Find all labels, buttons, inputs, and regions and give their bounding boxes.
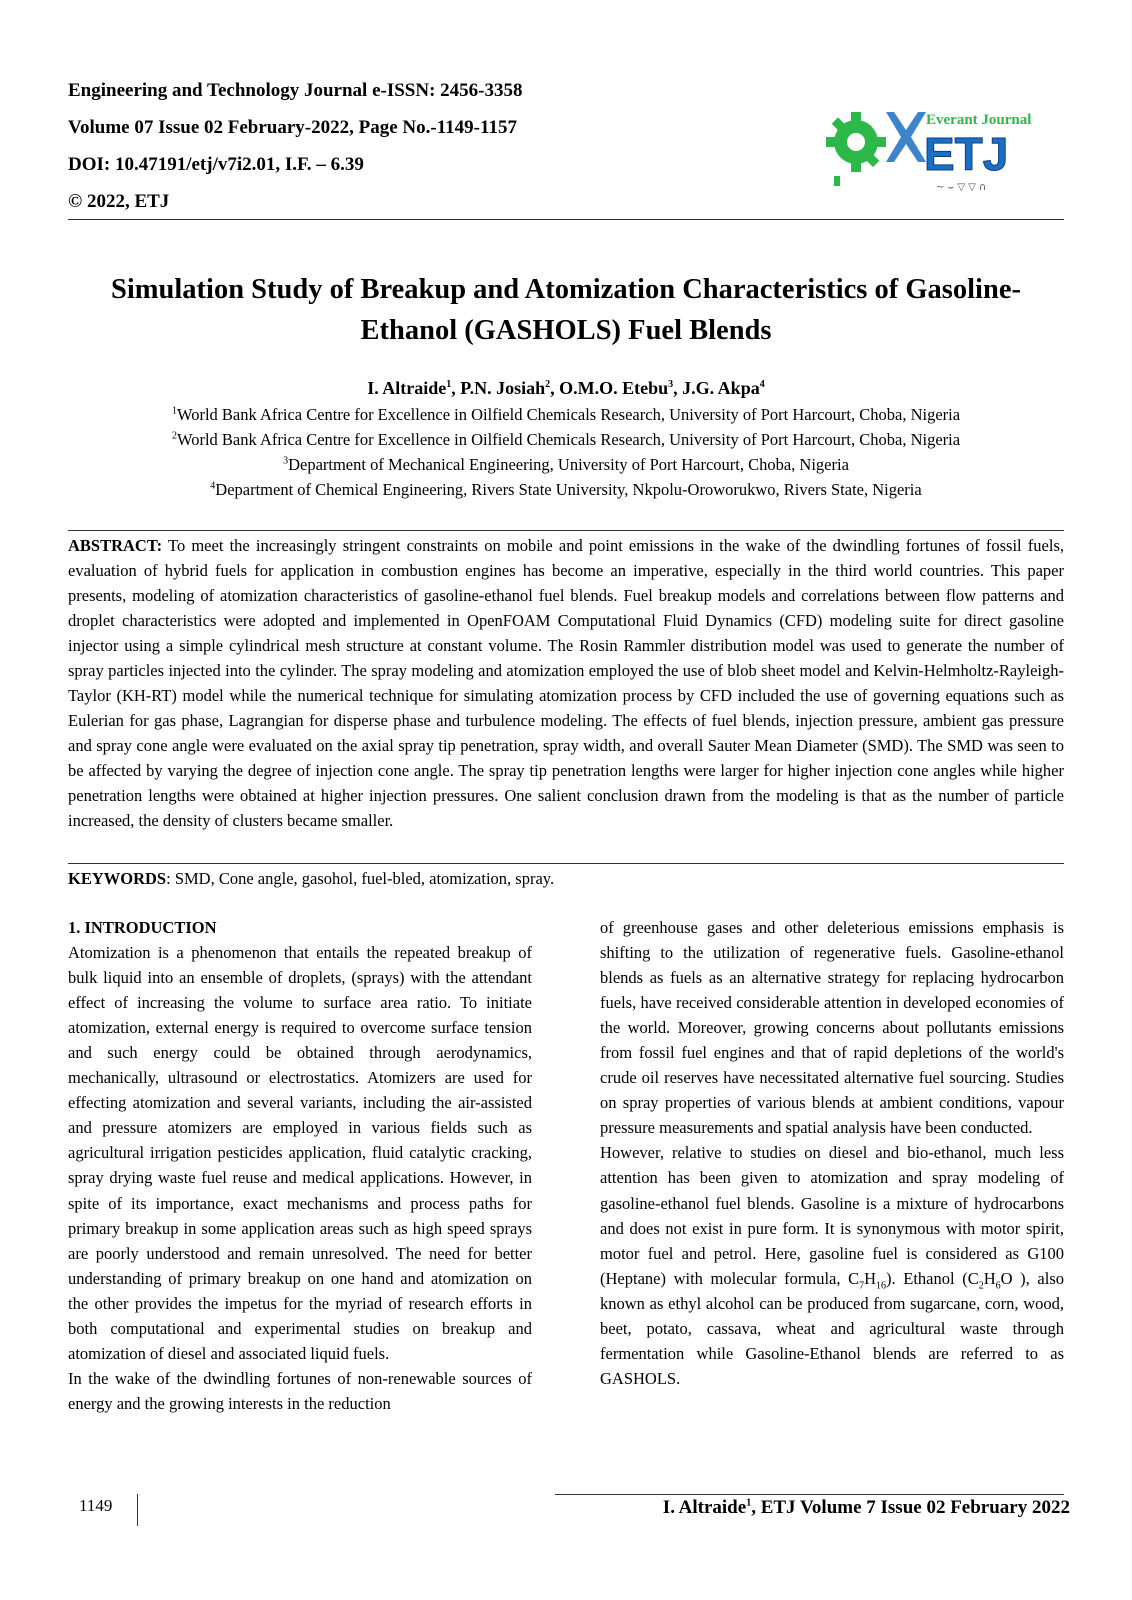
footer-rest: , ETJ Volume 7 Issue 02 February 2022	[751, 1497, 1070, 1518]
logo-top-text: Everant Journal	[926, 112, 1032, 128]
footer-separator	[137, 1494, 138, 1526]
affiliation-sup: 2	[171, 430, 177, 442]
keywords	[68, 866, 1064, 891]
intro-paragraph-3: of greenhouse gases and other deleterious emissions emphasis is shifting to the utilization of regenerative fuels. Gasoline-ethanol blends as fuels as an alternative strategy for replacing hydrocarbon fuels, have received considerable attention in developed economies of the world. Moreover, growing concerns about pollutants emissions from fossil fuel engines and that of rapid depletions of the world's crude oil reserves have necessitated alternative fuel sourcing. Studies on spray properties of various blends at ambient conditions, vapour pressure measurements and spatial analysis have been conducted.	[600, 918, 1064, 1138]
keywords-label: KEYWORDS	[68, 869, 167, 888]
volume-info: Volume 07 Issue 02 February-2022, Page No.-1149-1157	[68, 117, 517, 138]
keywords-text: : SMD, Cone angle, gasohol, fuel-bled, atomization, spray.	[166, 869, 555, 888]
header-divider	[68, 219, 1064, 220]
subscript: 2	[978, 1279, 984, 1291]
intro-paragraph-1: Atomization is a phenomenon that entails the repeated breakup of bulk liquid into an ensemble of droplets, (sprays) with the attendant effect of increasing the volume to surface area ratio. To initiate atomization, external energy is required to overcome surface tension and such energy could be obtained through aerodynamics, mechanically, ultrasound or electrostatics. Atomizers are used for effecting atomization and several variants, including the air-assisted and pressure atomizers are employed in various fields such as agricultural irrigation pesticides application, fluid catalytic cracking, spray drying waste fuel reuse and medical applications. However, in spite of its importance, exact mechanisms and process paths for primary breakup in some application areas such as high speed sprays are poorly understood and remain unresolved. The need for better understanding of primary breakup on one hand and atomization on the other provides the impetus for the myriad of research efforts in both computational and experimental studies on breakup and atomization of diesel and associated liquid fuels.	[68, 943, 532, 1363]
affiliation-text: World Bank Africa Centre for Excellence in Oilfield Chemicals Research, University of Port Harcourt, Choba, Nigeria	[176, 405, 961, 424]
affiliation-sup: 4	[210, 480, 216, 492]
author-sep: ,	[673, 378, 683, 398]
affiliations	[0, 402, 1132, 502]
author-sup: 1	[446, 379, 452, 390]
affiliation-sup: 3	[283, 455, 289, 467]
page-number: 1149	[79, 1496, 113, 1515]
paper-title	[60, 269, 1072, 351]
left-column	[68, 915, 532, 1416]
journal-header	[68, 80, 688, 228]
title-line-1: Simulation Study of Breakup and Atomization Characteristics of Gasoline-	[111, 274, 1021, 305]
gear-icon	[826, 112, 886, 172]
affiliation-text: Department of Chemical Engineering, Rivers State University, Nkpolu-Oroworukwo, Rivers State, Nigeria	[215, 480, 922, 499]
logo-main-text: ETJ	[924, 128, 1009, 180]
subscript: 7	[859, 1279, 865, 1291]
svg-text:~ ⌣ ▽ ▽ ∩: ~ ⌣ ▽ ▽ ∩	[936, 182, 987, 193]
affiliation-sup: 1	[171, 405, 177, 417]
text-run: However, relative to studies on diesel and bio-ethanol, much less attention has been given to atomization and spray modeling of gasoline-ethanol fuel blends. Gasoline is a mixture of hydrocarbons and does not exist in pure form. It is synonymous with motor spirit, motor fuel and petrol. Here, gasoline fuel is considered as G100 (Heptane) with molecular formula, C	[600, 1143, 1064, 1288]
abstract-top-divider	[68, 530, 1064, 531]
copyright: © 2022, ETJ	[68, 191, 170, 212]
author-sep: ,	[550, 378, 560, 398]
footer-divider	[555, 1494, 1064, 1495]
affiliation-text: Department of Mechanical Engineering, University of Port Harcourt, Choba, Nigeria	[288, 455, 849, 474]
author-sep: ,	[451, 378, 461, 398]
spark-icon	[886, 112, 926, 162]
text-run: O ), also known as ethyl alcohol can be produced from sugarcane, corn, wood, beet, potato, cassava, wheat and agricultural waste through fermentation while Gasoline-Ethanol blends are referred to as GASHOLS.	[600, 1268, 1064, 1388]
intro-paragraph-2: In the wake of the dwindling fortunes of non-renewable sources of energy and the growing interests in the reduction	[68, 1368, 532, 1413]
author-name: J.G. Akpa	[682, 378, 760, 398]
author-sup: 2	[545, 379, 551, 390]
doi-info: DOI: 10.47191/etj/v7i2.01, I.F. – 6.39	[68, 154, 364, 175]
text-run: ). Ethanol (C	[886, 1268, 979, 1288]
author-sup: 4	[759, 379, 765, 390]
abstract-text: To meet the increasingly stringent constraints on mobile and point emissions in the wake of the dwindling fortunes of fossil fuels, evaluation of hybrid fuels for application in combustion engines has become an imperative, especially in the third world countries. This paper presents, modeling of atomization characteristics of gasoline-ethanol fuel blends. Fuel breakup models and correlations between flow patterns and droplet characteristics were adopted and implemented in OpenFOAM Computational Fluid Dynamics (CFD) modeling suite for direct gasoline injector using a simple cylindrical mesh structure at constant volume. The Rosin Rammler distribution model was used to generate the number of spray particles injected into the cylinder. The spray modeling and atomization employed the use of blob sheet model and Kelvin-Helmholtz-Rayleigh-Taylor (KH-RT) model while the numerical technique for simulating atomization process by CFD included the use of governing equations such as Eulerian for gas phase, Lagrangian for disperse phase and turbulence modeling. The effects of fuel blends, injection pressure, ambient gas pressure and spray cone angle were evaluated on the axial spray tip penetration, spray width, and overall Sauter Mean Diameter (SMD). The SMD was seen to be affected by varying the degree of injection cone angle. The spray tip penetration lengths were larger for higher injection cone angles while higher penetration lengths were obtained at higher injection pressures. One salient conclusion drawn from the modeling is that as the number of particle increased, the density of clusters became smaller.	[68, 536, 1065, 830]
affiliation	[0, 427, 1132, 452]
affiliation	[0, 452, 1132, 477]
author-name: O.M.O. Etebu	[559, 378, 669, 398]
abstract	[68, 533, 1064, 833]
subscript: 6	[995, 1279, 1001, 1291]
footer-author: I. Altraide	[662, 1497, 747, 1518]
etj-logo-graphic	[826, 92, 1036, 200]
subscript: 16	[876, 1279, 887, 1291]
author-sup: 3	[668, 379, 674, 390]
affiliation-text: World Bank Africa Centre for Excellence in Oilfield Chemicals Research, University of Port Harcourt, Choba, Nigeria	[176, 430, 961, 449]
etj-logo	[826, 92, 1036, 200]
affiliation	[0, 477, 1132, 502]
footer-citation	[663, 1497, 1070, 1519]
section-heading: 1. INTRODUCTION	[68, 918, 217, 937]
right-column	[600, 915, 1064, 1391]
footer-sup: 1	[746, 1497, 752, 1509]
affiliation	[0, 402, 1132, 427]
abstract-label: ABSTRACT:	[68, 536, 163, 555]
journal-name: Engineering and Technology Journal e-ISSN: 2456-3358	[68, 80, 523, 101]
abstract-bottom-divider	[68, 863, 1064, 864]
author-name: P.N. Josiah	[460, 378, 546, 398]
intro-paragraph-4	[600, 1140, 1064, 1390]
text-run: H	[983, 1268, 996, 1288]
author-name: I. Altraide	[367, 378, 447, 398]
text-run: H	[864, 1268, 877, 1288]
author-list	[0, 377, 1132, 399]
title-line-2: Ethanol (GASHOLS) Fuel Blends	[360, 315, 772, 346]
